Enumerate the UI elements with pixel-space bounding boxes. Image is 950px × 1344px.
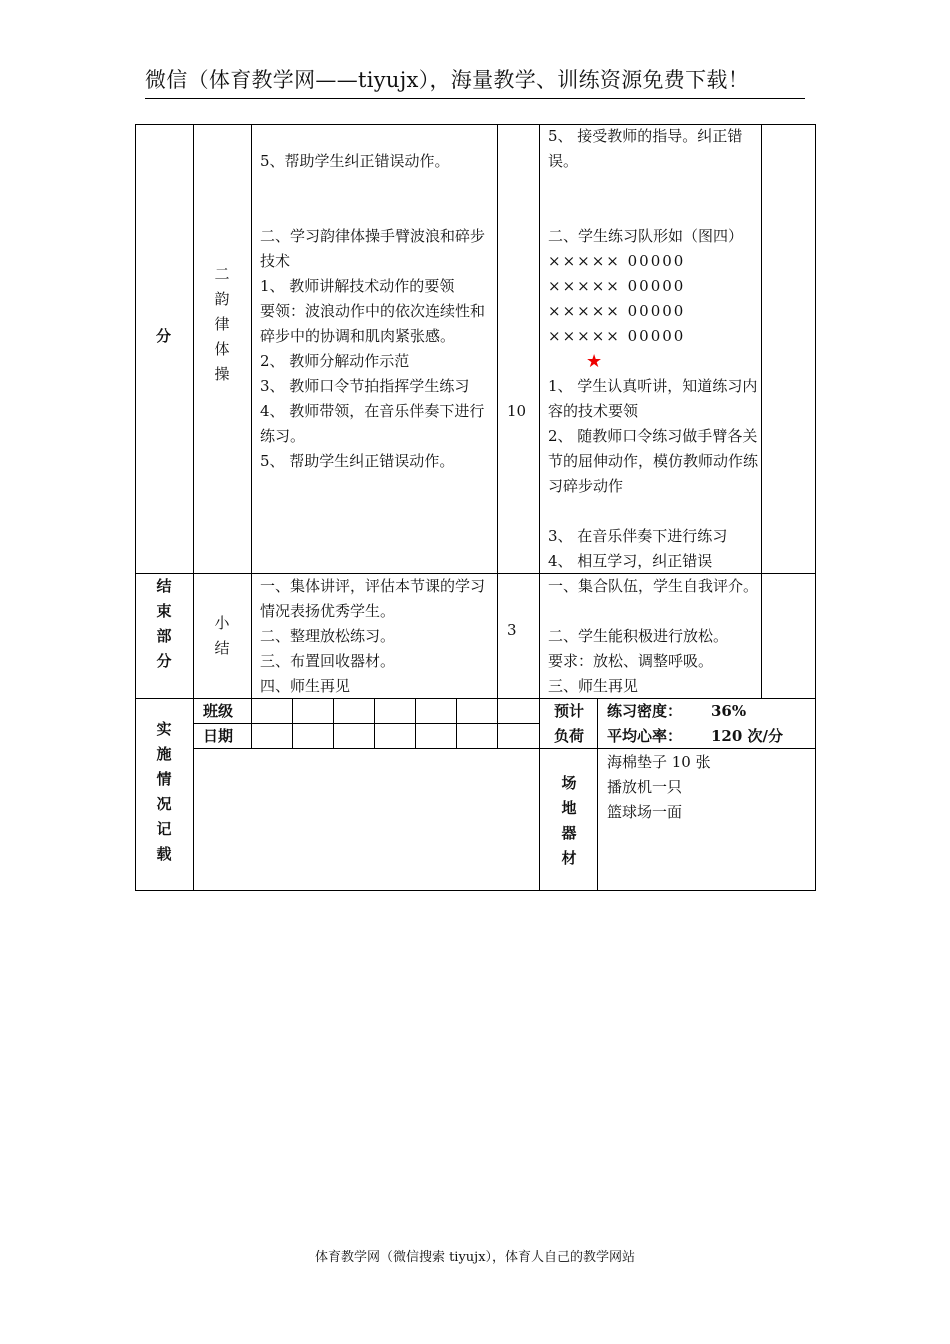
student-item: 1、 学生认真听讲，知道练习内容的技术要领 [548, 377, 758, 420]
subsection-label: 二 韵 律 体 操 [214, 265, 230, 383]
density-label: 练习密度： [607, 702, 683, 720]
teacher-item: 1、 教师讲解技术动作的要领 [260, 277, 455, 295]
formation-row: ××××× 00000 [548, 252, 686, 270]
teacher-key-point: 要领：波浪动作中的依次连续性和碎步中的协调和肌肉紧张感。 [260, 302, 486, 345]
table-border-left [135, 124, 136, 891]
col-divider-4 [539, 124, 540, 891]
section-label: 分 [156, 327, 172, 345]
col-divider-1 [193, 124, 194, 891]
student-summary-item: 一、集合队伍，学生自我评介。 [548, 577, 759, 595]
table-border-right [815, 124, 816, 891]
grid-line [374, 698, 375, 748]
heart-rate-label: 平均心率： [607, 727, 683, 745]
teacher-title: 二、学习韵律体操手臂波浪和碎步技术 [260, 227, 486, 270]
time-value: 10 [507, 402, 527, 420]
heart-rate-value: 120 次/分 [711, 727, 784, 745]
teacher-summary-item: 二、整理放松练习。 [260, 627, 396, 645]
teacher-item: 4、 教师带领，在音乐伴奏下进行练习。 [260, 402, 485, 445]
student-prev-item: 5、 接受教师的指导。纠正错误。 [548, 127, 743, 170]
student-summary-item: 二、学生能积极进行放松。 [548, 627, 729, 645]
student-title: 二、学生练习队形如（图四） [548, 227, 744, 245]
student-summary-item: 三、师生再见 [548, 677, 639, 695]
teacher-prev-item: 5、帮助学生纠正错误动作。 [260, 152, 450, 170]
student-item: 2、 随教师口令练习做手臂各关节的屈伸动作，模仿教师动作练习碎步动作 [548, 427, 759, 495]
subsection-label: 小 结 [214, 614, 230, 657]
grid-line [415, 698, 416, 748]
teacher-item: 2、 教师分解动作示范 [260, 352, 410, 370]
load-label: 预计 负荷 [553, 702, 584, 745]
col-divider-5 [761, 124, 762, 698]
class-label: 班级 [203, 702, 234, 720]
venue-label: 场 地 器 材 [561, 774, 577, 867]
formation-row: ××××× 00000 [548, 327, 686, 345]
equipment-item: 海棉垫子 10 张 [607, 753, 711, 771]
teacher-summary-item: 一、集体讲评，评估本节课的学习情况表扬优秀学生。 [260, 577, 486, 620]
student-item: 4、 相互学习，纠正错误 [548, 552, 713, 570]
teacher-summary-item: 三、布置回收器材。 [260, 652, 396, 670]
equipment-item: 篮球场一面 [607, 803, 683, 821]
grid-line [251, 698, 252, 748]
density-value: 36% [711, 702, 747, 720]
grid-line [292, 698, 293, 748]
grid-line [333, 698, 334, 748]
class-date-divider [193, 723, 539, 724]
page-footer: 体育教学网（微信搜索 tiyujx），体育人自己的教学网站 [314, 1250, 636, 1265]
section-label: 实 施 情 况 记 载 [156, 720, 172, 863]
teacher-item: 3、 教师口令节拍指挥学生练习 [260, 377, 470, 395]
col-divider-2 [251, 124, 252, 698]
time-value: 3 [507, 621, 517, 639]
grid-line [456, 698, 457, 748]
col-divider-3 [497, 124, 498, 698]
page-header: 微信（体育教学网——tiyujx），海量教学、训练资源免费下载！ [145, 64, 805, 99]
col-divider-load [597, 698, 598, 891]
grid-line [497, 698, 498, 748]
table-border-bottom [135, 890, 815, 891]
star-icon: ★ [586, 351, 603, 372]
date-label: 日期 [203, 727, 234, 745]
formation-row: ××××× 00000 [548, 302, 686, 320]
teacher-summary-item: 四、师生再见 [260, 677, 351, 695]
teacher-item: 5、 帮助学生纠正错误动作。 [260, 452, 455, 470]
equipment-item: 播放机一只 [607, 778, 683, 796]
student-item: 3、 在音乐伴奏下进行练习 [548, 527, 728, 545]
formation-row: ××××× 00000 [548, 277, 686, 295]
section-label: 结 束 部 分 [156, 577, 172, 670]
student-summary-item: 要求：放松、调整呼吸。 [548, 652, 714, 670]
